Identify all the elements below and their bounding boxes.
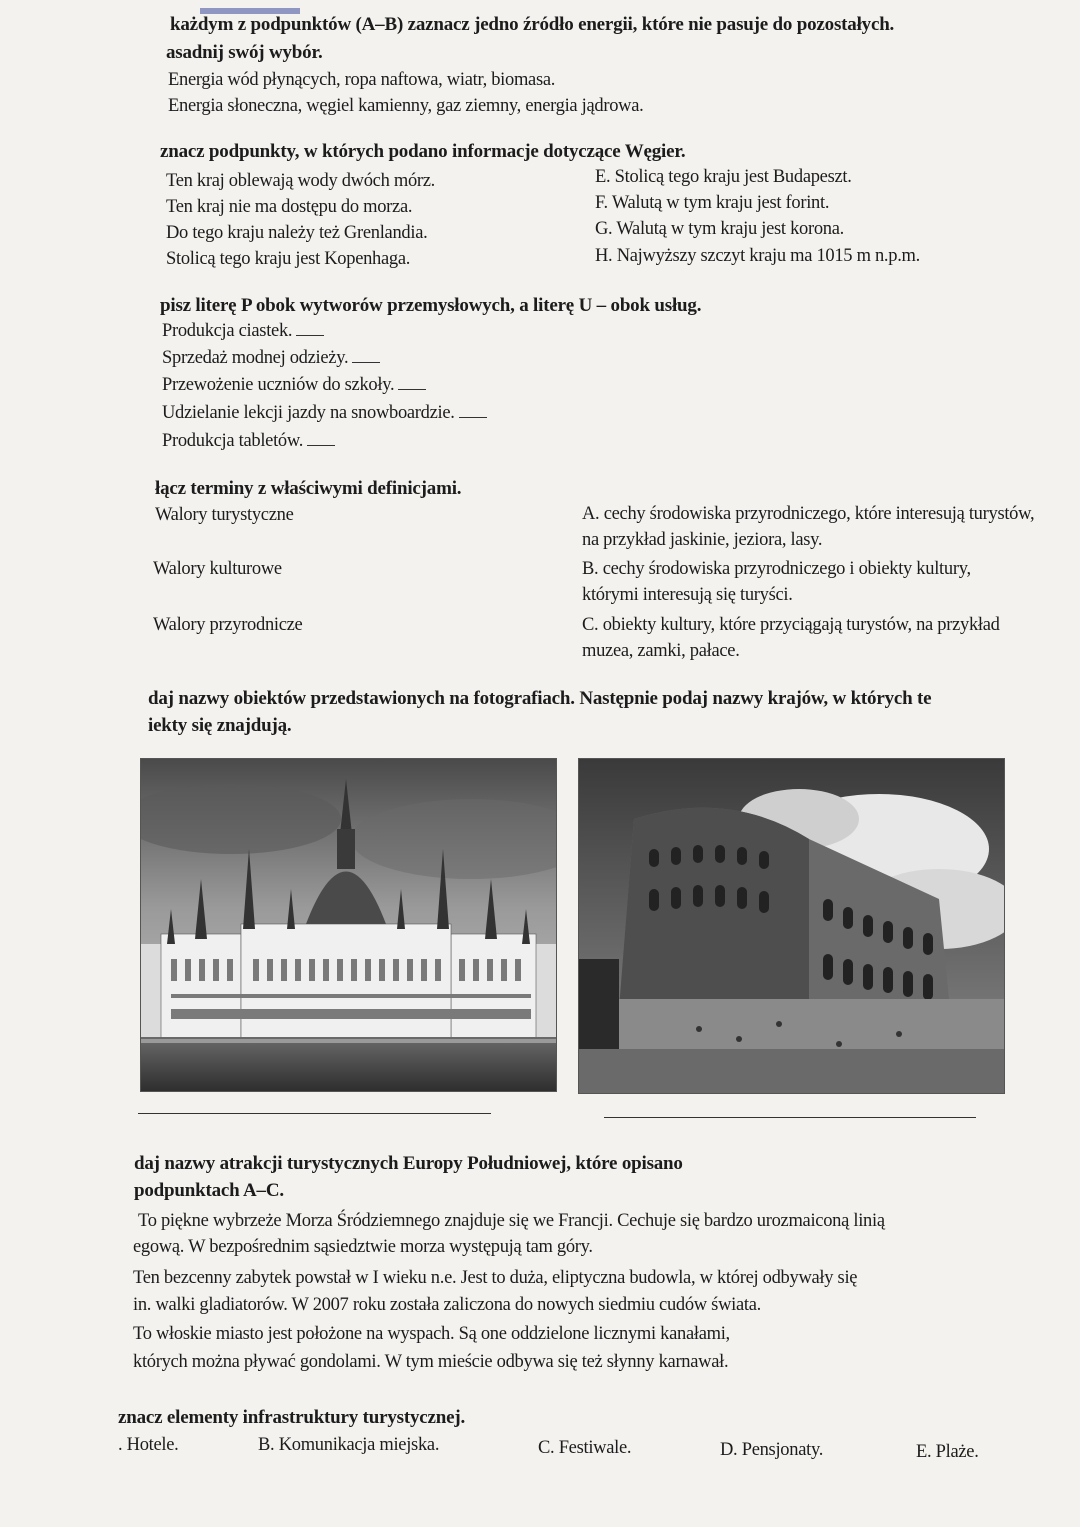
task4-def-a[interactable]: A. cechy środowiska przyrodniczego, które interesują turystów, na przykład jaskinie, jeziora, lasy. bbox=[582, 504, 1035, 550]
task6-desc-b: Ten bezcenny zabytek powstał w I wieku n.e. Jest to duża, eliptyczna budowla, w której odbywały się bbox=[133, 1268, 858, 1288]
task2-option-h[interactable]: H. Najwyższy szczyt kraju ma 1015 m n.p.m. bbox=[595, 246, 920, 266]
task3-item: Przewożenie uczniów do szkoły. bbox=[162, 375, 426, 396]
task3-item: Udzielanie lekcji jazdy na snowboardzie. bbox=[162, 403, 487, 424]
task2-option-d[interactable]: Stolicą tego kraju jest Kopenhaga. bbox=[166, 249, 411, 269]
task7-option-e[interactable]: E. Plaże. bbox=[916, 1442, 979, 1462]
task1-option-b: Energia słoneczna, węgiel kamienny, gaz ziemny, energia jądrowa. bbox=[168, 96, 644, 116]
task6-desc-a-cont: egową. W bezpośrednim sąsiedztwie morza występują tam góry. bbox=[133, 1237, 593, 1257]
task5-question: daj nazwy obiektów przedstawionych na fotografiach. Następnie podaj nazwy krajów, w których te bbox=[148, 688, 932, 709]
task6-desc-c: To włoskie miasto jest położone na wyspach. Są one oddzielone licznymi kanałami, bbox=[133, 1324, 730, 1344]
answer-blank[interactable] bbox=[352, 348, 380, 363]
task3-question: pisz literę P obok wytworów przemysłowych, a literę U – obok usług. bbox=[160, 295, 702, 316]
answer-blank[interactable] bbox=[398, 375, 426, 390]
task2-question: znacz podpunkty, w których podano informacje dotyczące Węgier. bbox=[160, 141, 686, 162]
task4-def-c[interactable]: C. obiekty kultury, które przyciągają turystów, na przykład muzea, zamki, pałace. bbox=[582, 615, 1000, 661]
task6-desc-b-cont: in. walki gladiatorów. W 2007 roku została zaliczona do nowych siedmiu cudów świata. bbox=[133, 1295, 761, 1315]
colosseum-photo bbox=[578, 758, 1005, 1094]
task2-option-a[interactable]: Ten kraj oblewają wody dwóch mórz. bbox=[166, 171, 435, 191]
task1-option-a: Energia wód płynących, ropa naftowa, wiatr, biomasa. bbox=[168, 70, 556, 90]
answer-blank[interactable] bbox=[296, 321, 324, 336]
task4-question: łącz terminy z właściwymi definicjami. bbox=[155, 478, 462, 499]
task7-option-a[interactable]: . Hotele. bbox=[118, 1435, 179, 1455]
task4-def-b[interactable]: B. cechy środowiska przyrodniczego i obiekty kultury, którymi interesują się turyści. bbox=[582, 559, 971, 605]
task6-desc-c-cont: których można pływać gondolami. W tym mieście odbywa się też słynny karnawał. bbox=[133, 1352, 729, 1372]
task4-term-1[interactable]: Walory turystyczne bbox=[155, 505, 294, 525]
task7-option-c[interactable]: C. Festiwale. bbox=[538, 1438, 632, 1458]
task7-option-b[interactable]: B. Komunikacja miejska. bbox=[258, 1435, 440, 1455]
answer-line-1[interactable] bbox=[138, 1113, 491, 1114]
parliament-building-photo bbox=[140, 758, 557, 1092]
task2-option-c[interactable]: Do tego kraju należy też Grenlandia. bbox=[166, 223, 428, 243]
answer-blank[interactable] bbox=[307, 431, 335, 446]
task6-question-cont: podpunktach A–C. bbox=[134, 1180, 284, 1201]
task3-item: Sprzedaż modnej odzieży. bbox=[162, 348, 380, 369]
task1-question-cont: asadnij swój wybór. bbox=[166, 42, 323, 63]
task2-option-f[interactable]: F. Walutą w tym kraju jest forint. bbox=[595, 193, 830, 213]
task7-option-d[interactable]: D. Pensjonaty. bbox=[720, 1440, 824, 1460]
task3-item: Produkcja tabletów. bbox=[162, 431, 335, 452]
task7-question: znacz elementy infrastruktury turystycznej. bbox=[118, 1407, 466, 1428]
task4-term-3[interactable]: Walory przyrodnicze bbox=[153, 615, 303, 635]
task6-desc-a: To piękne wybrzeże Morza Śródziemnego znajduje się we Francji. Cechuje się bardzo urozmaiconą linią bbox=[138, 1211, 885, 1231]
task2-option-g[interactable]: G. Walutą w tym kraju jest korona. bbox=[595, 219, 844, 239]
task5-question-cont: iekty się znajdują. bbox=[148, 715, 292, 736]
answer-line-2[interactable] bbox=[604, 1117, 976, 1118]
task6-question: daj nazwy atrakcji turystycznych Europy Południowej, które opisano bbox=[134, 1153, 683, 1174]
task2-option-b[interactable]: Ten kraj nie ma dostępu do morza. bbox=[166, 197, 413, 217]
answer-blank[interactable] bbox=[459, 403, 487, 418]
task3-item: Produkcja ciastek. bbox=[162, 321, 324, 342]
task4-term-2[interactable]: Walory kulturowe bbox=[153, 559, 282, 579]
task1-question: każdym z podpunktów (A–B) zaznacz jedno źródło energii, które nie pasuje do pozostałych. bbox=[170, 14, 895, 35]
task2-option-e[interactable]: E. Stolicą tego kraju jest Budapeszt. bbox=[595, 167, 852, 187]
